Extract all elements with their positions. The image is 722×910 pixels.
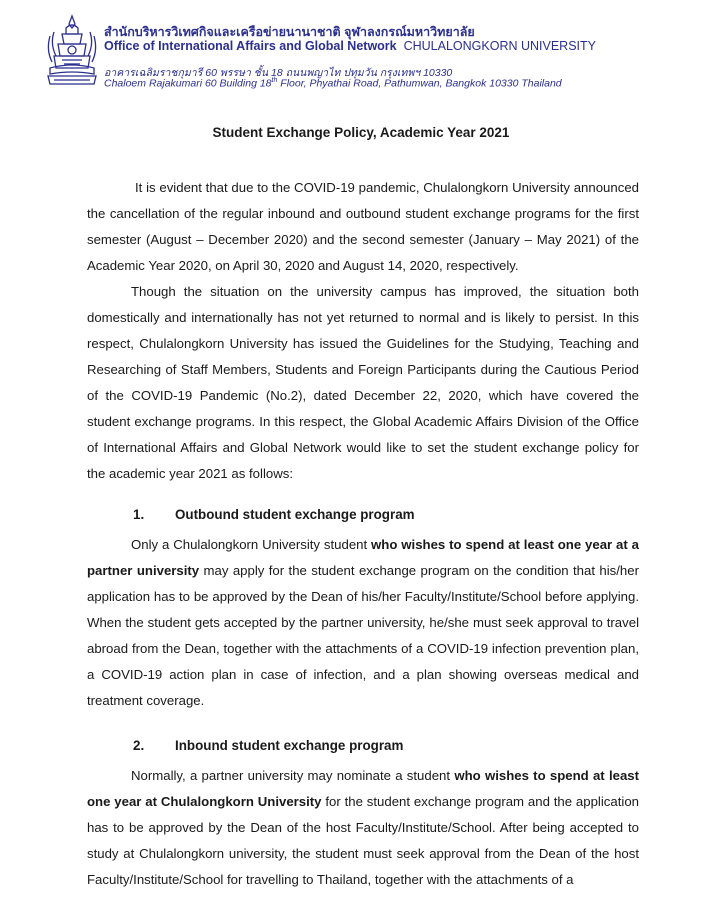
section-2-text-end: for the student exchange program and the application has to be approved by the Dean of the host Faculty/Institute/School. After being accepted to study at Chulalongkorn university, the student must seek approval from the Dean of the host Faculty/Institute/School for travelling to Thailand, together with the attachments of a xyxy=(87,794,639,887)
section-1-text-emphasis: who wishes to spend at least one year at a partner university xyxy=(87,537,639,578)
section-1-number: 1. xyxy=(133,507,145,522)
section-2-title: Inbound student exchange program xyxy=(175,738,404,753)
section-2-text-emphasis: who wishes to spend at least one year at Chulalongkorn University xyxy=(87,768,640,809)
header-address-english xyxy=(104,77,562,90)
address-en-end: Floor, Phyathai Road, Pathumwan, Bangkok 10330 Thailand xyxy=(277,77,562,90)
section-1-text-start: Only a Chulalongkorn University student xyxy=(131,537,372,552)
paragraph-1-text: It is evident that due to the COVID-19 pandemic, Chulalongkorn University announced the cancellation of the regular inbound and outbound student exchange programs for the first semester (August – December 2020) and the second semester (January – May 2021) of the Academic Year 2020, on April 30, 2020 and August 14, 2020, respectively. xyxy=(87,180,639,273)
header-address-thai: อาคารเฉลิมราชกุมารี 60 พรรษา ชั้น 18 ถนนพญาไท ปทุมวัน กรุงเทพฯ 10330 xyxy=(104,67,453,79)
section-1-text xyxy=(87,532,639,714)
section-1-body xyxy=(87,532,639,714)
header-org-name: Office of International Affairs and Global Network xyxy=(104,39,397,53)
document-title: Student Exchange Policy, Academic Year 2021 xyxy=(212,125,510,140)
paragraph-2-text: Though the situation on the university campus has improved, the situation both domestically and internationally has not yet returned to normal and is likely to persist. In this respect, Chulalongkorn University has issued the Guidelines for the Studying, Teaching and Researching of Staff Members, Students and Foreign Participants during the Cautious Period of the COVID-19 Pandemic (No.2), dated December 22, 2020, which have covered the student exchange programs. In this respect, the Global Academic Affairs Division of the Office of International Affairs and Global Network would like to set the student exchange policy for the academic year 2021 as follows: xyxy=(87,284,639,481)
section-2-text xyxy=(87,763,639,893)
paragraph-1 xyxy=(87,175,639,279)
section-2-text-start: Normally, a partner university may nominate a student xyxy=(131,768,455,783)
header-university-name: CHULALONGKORN UNIVERSITY xyxy=(403,39,596,53)
section-1-text-end: may apply for the student exchange program on the condition that his/her application has to be approved by the Dean of his/her Faculty/Institute/School before applying. When the student gets accepted by the partner university, he/she must seek approval to travel abroad from the Dean, together with the attachments of a COVID-19 infection prevention plan, a COVID-19 action plan in case of infection, and a plan showing overseas medical and treatment coverage. xyxy=(87,563,639,708)
address-en-superscript: th xyxy=(271,77,278,84)
header-org-english xyxy=(104,39,596,53)
address-en-start: Chaloem Rajakumari 60 Building 18 xyxy=(104,77,272,90)
paragraph-2 xyxy=(87,279,639,487)
section-2-body xyxy=(87,763,639,893)
section-2-number: 2. xyxy=(133,738,145,753)
header-org-thai: สำนักบริหารวิเทศกิจและเครือข่ายนานาชาติ จุฬาลงกรณ์มหาวิทยาลัย xyxy=(104,25,475,39)
chulalongkorn-emblem-logo xyxy=(44,14,100,90)
section-1-title: Outbound student exchange program xyxy=(175,507,415,522)
